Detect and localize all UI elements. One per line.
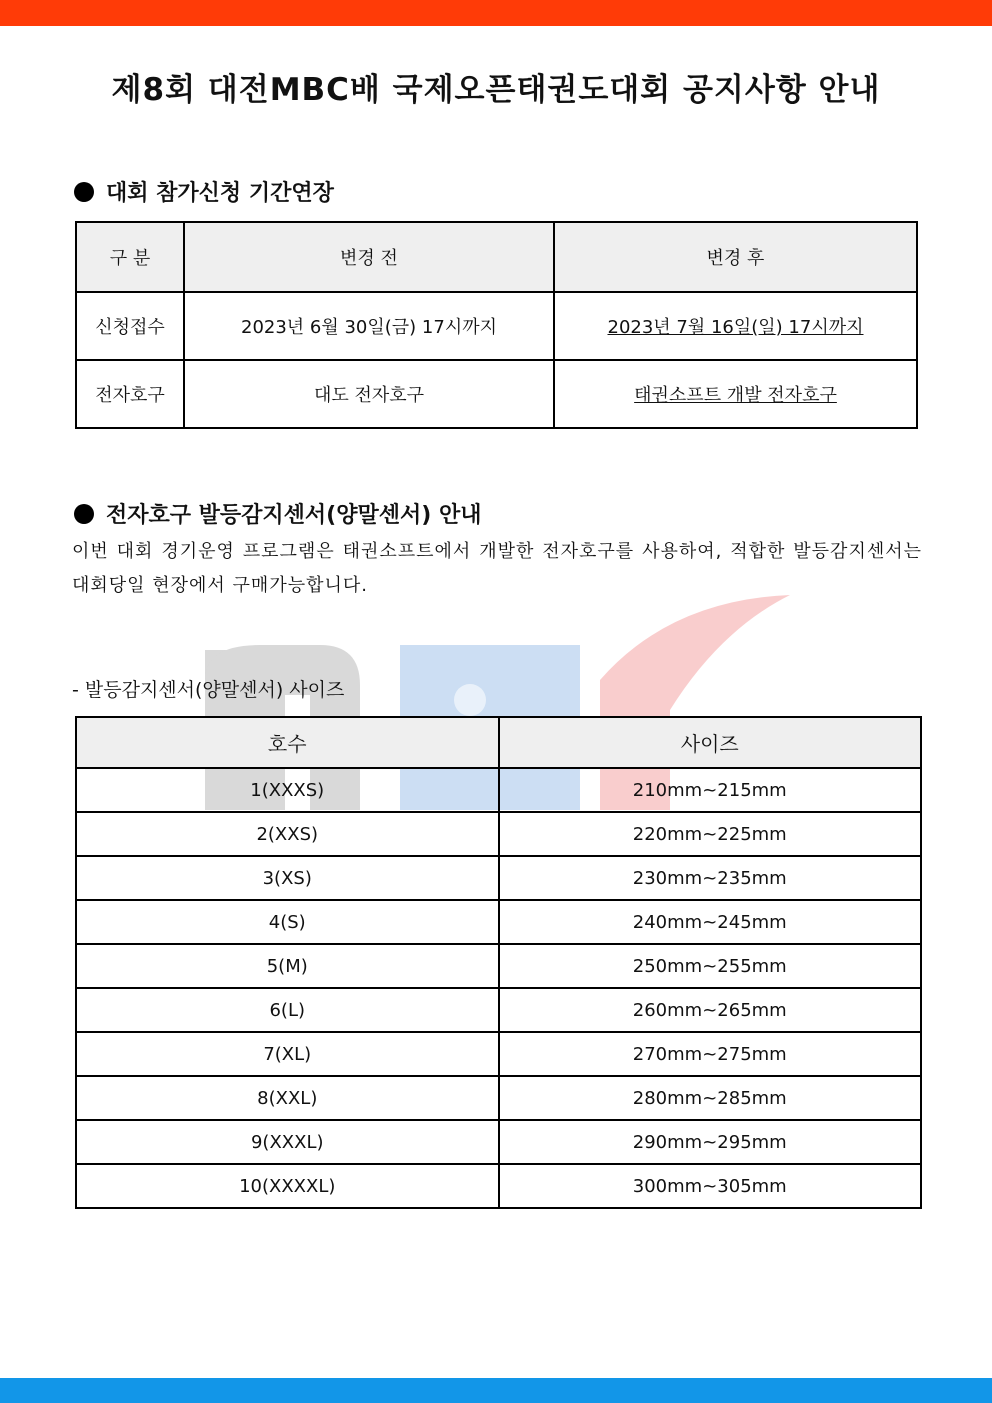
- header-size: 사이즈: [499, 717, 922, 768]
- table-row: [76, 360, 917, 428]
- page-title: 제8회 대전MBC배 국제오픈태권도대회 공지사항 안내: [111, 72, 881, 108]
- sensor-notice-text: 이번 대회 경기운영 프로그램은 태권소프트에서 개발한 전자호구를 사용하여, 적합한 발등감지센서는 대회당일 현장에서 구매가능합니다.: [72, 541, 922, 596]
- size-number: 1(XXXS): [76, 768, 499, 812]
- value-after: 태권소프트 개발 전자호구: [554, 360, 917, 428]
- size-range: 210mm~215mm: [499, 768, 922, 812]
- size-number: 5(M): [76, 944, 499, 988]
- table-row: [76, 768, 921, 812]
- row-label: 신청접수: [76, 292, 184, 360]
- size-range: 240mm~245mm: [499, 900, 922, 944]
- top-accent-bar: [0, 0, 992, 26]
- size-range: 230mm~235mm: [499, 856, 922, 900]
- bullet-icon: [74, 182, 94, 202]
- header-number: 호수: [76, 717, 499, 768]
- section-heading-text: 전자호구 발등감지센서(양말센서) 안내: [106, 503, 482, 528]
- table-row: [76, 900, 921, 944]
- bullet-icon: [74, 504, 94, 524]
- section-heading-sensor: [74, 498, 481, 529]
- table-row: [76, 292, 917, 360]
- bottom-accent-bar: [0, 1378, 992, 1403]
- size-range: 260mm~265mm: [499, 988, 922, 1032]
- size-number: 2(XXS): [76, 812, 499, 856]
- table-row: [76, 1032, 921, 1076]
- table-row: [76, 812, 921, 856]
- size-range: 220mm~225mm: [499, 812, 922, 856]
- table-header-row: [76, 222, 917, 292]
- section-heading-period: [74, 176, 334, 207]
- table-row: [76, 1120, 921, 1164]
- size-number: 4(S): [76, 900, 499, 944]
- table-row: [76, 1076, 921, 1120]
- table-row: [76, 1164, 921, 1208]
- size-number: 6(L): [76, 988, 499, 1032]
- sensor-size-table: [75, 716, 922, 1209]
- header-before: 변경 전: [184, 222, 554, 292]
- table-row: [76, 944, 921, 988]
- value-before: 2023년 6월 30일(금) 17시까지: [184, 292, 554, 360]
- value-before: 대도 전자호구: [184, 360, 554, 428]
- header-category: 구 분: [76, 222, 184, 292]
- size-number: 10(XXXXL): [76, 1164, 499, 1208]
- size-number: 9(XXXL): [76, 1120, 499, 1164]
- row-label: 전자호구: [76, 360, 184, 428]
- size-number: 7(XL): [76, 1032, 499, 1076]
- size-range: 280mm~285mm: [499, 1076, 922, 1120]
- size-number: 8(XXL): [76, 1076, 499, 1120]
- size-caption: - 발등감지센서(양말센서) 사이즈: [72, 679, 345, 701]
- size-range: 290mm~295mm: [499, 1120, 922, 1164]
- period-change-table: [75, 221, 918, 429]
- size-number: 3(XS): [76, 856, 499, 900]
- section-heading-text: 대회 참가신청 기간연장: [106, 181, 334, 206]
- size-range: 300mm~305mm: [499, 1164, 922, 1208]
- size-range: 250mm~255mm: [499, 944, 922, 988]
- size-range: 270mm~275mm: [499, 1032, 922, 1076]
- value-after: 2023년 7월 16일(일) 17시까지: [554, 292, 917, 360]
- table-row: [76, 856, 921, 900]
- table-header-row: [76, 717, 921, 768]
- header-after: 변경 후: [554, 222, 917, 292]
- table-row: [76, 988, 921, 1032]
